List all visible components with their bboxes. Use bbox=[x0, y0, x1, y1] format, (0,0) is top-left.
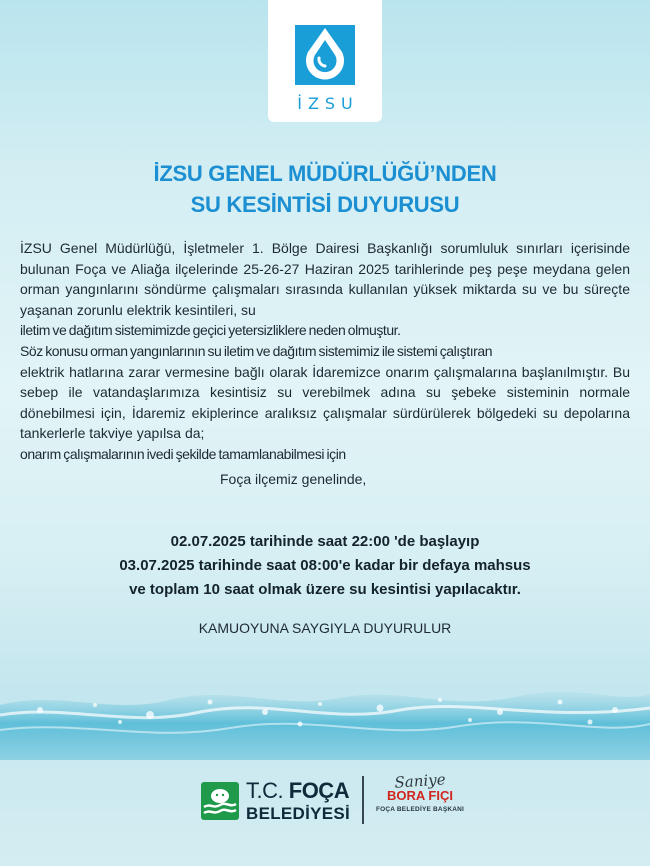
signature-role: FOÇA BELEDİYE BAŞKANI bbox=[375, 806, 465, 813]
schedule-line-3: ve toplam 10 saat olmak üzere su kesintisi yapılacaktır. bbox=[129, 581, 521, 598]
announcement-title bbox=[0, 158, 650, 220]
foca-belediyesi: BELEDİYESİ bbox=[246, 804, 351, 823]
footer-divider bbox=[362, 776, 364, 824]
water-surface-illustration bbox=[0, 660, 650, 770]
body-paragraph-1a: İZSU Genel Müdürlüğü, İşletmeler 1. Bölge Dairesi Başkanlığı sorumluluk sınırları içerisinde bulunan Foça ve Aliağa ilçelerinde 25-26-27 Haziran 2025 tarihlerinde peş peşe meydana gelen orman yangınlarını söndürme çalışmaları sırasında kullanılan yüksek miktarda su ve bu süreçte yaşanan zorunlu elektrik kesintileri, su bbox=[20, 240, 630, 318]
logo-text: İZSU bbox=[297, 94, 359, 113]
body-paragraph-2a: Söz konusu orman yangınlarının su iletim ve dağıtım sistemimiz ile sistemi çalıştıran bbox=[20, 342, 493, 359]
title-line-1: İZSU GENEL MÜDÜRLÜĞÜ’NDEN bbox=[153, 161, 497, 186]
foca-tc: T.C. bbox=[246, 778, 284, 803]
foca-belediyesi-logo bbox=[200, 780, 350, 822]
closing-line: KAMUOYUNA SAYGIYLA DUYURULUR bbox=[198, 620, 452, 636]
signature-name: BORA FIÇI bbox=[387, 788, 453, 803]
schedule-line-2: 03.07.2025 tarihinde saat 08:00'e kadar bir defaya mahsus bbox=[119, 557, 531, 574]
schedule-line-1: 02.07.2025 tarihinde saat 22:00 'de başlayıp bbox=[170, 533, 480, 550]
signature-script: Saniye bbox=[393, 770, 447, 792]
body-paragraph-3: Foça ilçemiz genelinde, bbox=[220, 470, 367, 487]
mayor-signature bbox=[370, 772, 470, 813]
foca-name: FOÇA bbox=[288, 778, 350, 803]
foca-seal-icon bbox=[200, 781, 240, 821]
announcement-body bbox=[20, 238, 630, 489]
foca-wordmark bbox=[246, 780, 350, 822]
izsu-water-drop-icon bbox=[292, 22, 358, 88]
izsu-logo-tab bbox=[268, 0, 382, 122]
title-line-2: SU KESİNTİSİ DUYURUSU bbox=[190, 192, 460, 217]
body-paragraph-2b: elektrik hatlarına zarar vermesine bağlı olarak İdaremizce onarım çalışmalarına başlanılmıştır. Bu sebep ile vatandaşlarımıza kesintisiz su verebilmek adına su şebeke sisteminin normale dönebilmesi için, İdaremiz ekiplerince aralıksız çalışmalar sürdürülerek bölgedeki su depolarına tankerlerle takviye yapılsa da; bbox=[20, 363, 630, 442]
body-paragraph-2c: onarım çalışmalarının ivedi şekilde tamamlanabilmesi için bbox=[20, 445, 346, 462]
body-paragraph-1b: iletim ve dağıtım sistemimizde geçici yetersizliklere neden olmuştur. bbox=[20, 322, 401, 339]
outage-schedule bbox=[0, 530, 650, 602]
